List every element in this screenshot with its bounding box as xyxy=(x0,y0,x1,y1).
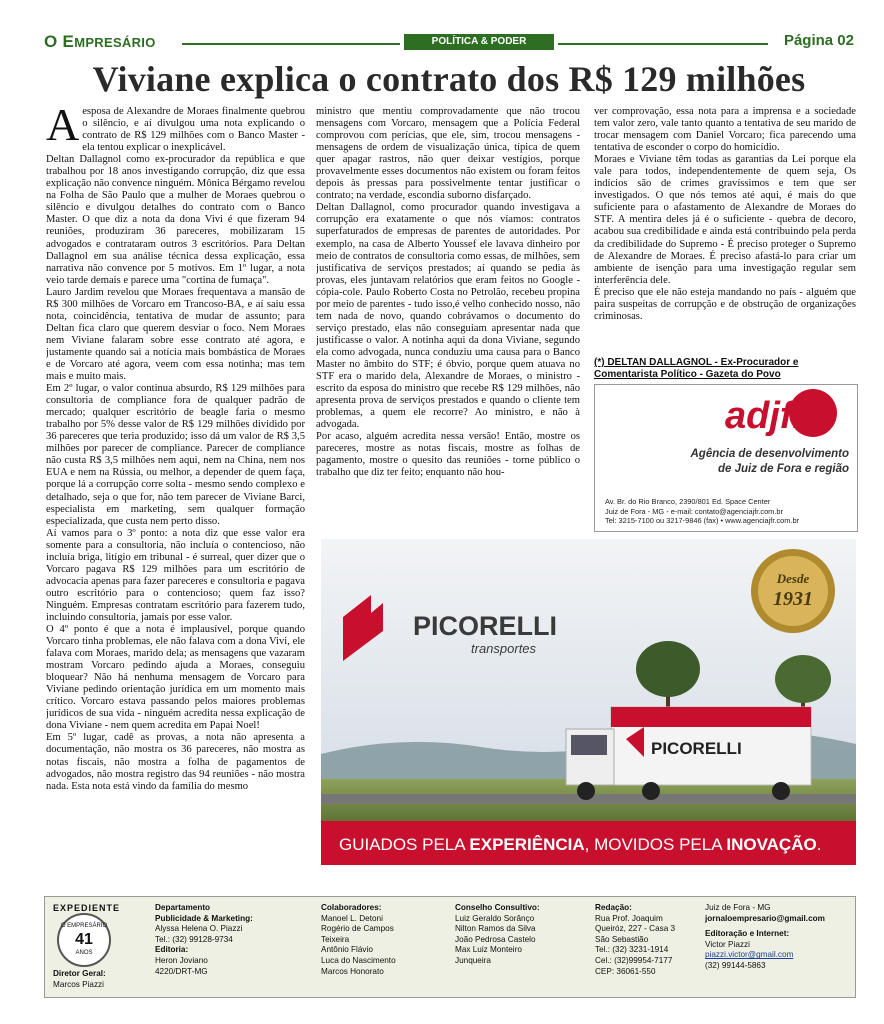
paragraph: Aí vamos para o 3º ponto: a nota diz que esse valor era somente para a consultoria, não incluía o contencioso, não incluía briga, litígio em tribunal - é surreal, quer dizer que o Vorcaro pagava R$ 129 milhões para um escritório de advocacia apenas para fazer pareceres e consultoria e pagava outro escritório para o contencioso; quem faz isso? Ninguém. Empresas contratam escritório para fazerem tudo, incluindo consultoria, jamais por esse valor. xyxy=(46,527,305,623)
headline: Viviane explica o contrato dos R$ 129 milhões xyxy=(92,59,806,99)
truck-brand: PICORELLI xyxy=(651,739,742,758)
paragraph: O 4º ponto é que a nota é implausível, porque quando Vorcaro tinha problemas, ele não falava com a dona Vivi, ele falava com Moraes, marido dela; as mensagens que vazaram mostram Vorcaro pedindo ajuda a Moraes, conseguiu bloquear? Não há nenhuma mensagem de Vorcaro para Viviane pedindo orientação jurídica em um momento mais crítico. Vorcaro estava passando pelos maiores problemas jurídicos de sua vida - ninguém acredita nessa explicação de dona Viviane - nem quem acredita em Papai Noel! xyxy=(46,624,305,732)
conselho: Conselho Consultivo: Luiz Geraldo Sorânço Nilton Ramos da Silva João Pedrosa Castelo Max Luiz Monteiro Junqueira xyxy=(455,903,540,965)
svg-text:Desde: Desde xyxy=(776,571,810,586)
colaboradores: Colaboradores: Manoel L. Detoni Rogério de Campos Teixeira Antônio Flávio Luca do Nascimento Marcos Honorato xyxy=(321,903,396,976)
picorelli-slogan: GUIADOS PELA EXPERIÊNCIA, MOVIDOS PELA INOVAÇÃO. xyxy=(339,835,822,854)
page-header xyxy=(44,30,854,56)
paragraph: Em 2º lugar, o valor continua absurdo, R$ 129 milhões para consultoria de compliance fora de qualquer padrão de mercado; qualquer escritório de beagle faria o mesmo trabalho por 5% desse valor de R$ 129 milhões dividido por 36 pareceres que teria produzido; isso dá um valor de R$ 3,5 milhões por parecer de compliance. Parecer de compliance não custa R$ 3,5 milhões nem aqui, nem na China, nem nos EUA e nem na Rússia, ou melhor, a depender de quem faça, porque lá a corrupção corre solta - mesmo sendo complexo e detalhado, seja o que for, não tem parecer de Viviane Barci, especialista em marketing, sem qualquer formação especializada, que custa nem perto disso. xyxy=(46,383,305,527)
dept-marketing: Departamento Publicidade & Marketing: Alyssa Helena O. Piazzi Tel.: (32) 99128-9734 Editoria: Heron Joviano 4220/DRT-MG xyxy=(155,903,253,976)
article-column-3 xyxy=(594,106,856,356)
expediente-title: EXPEDIENTE xyxy=(53,903,121,913)
svg-text:1931: 1931 xyxy=(773,588,813,610)
paragraph: ministro que mentiu comprovadamente que não trocou mensagens com Vorcaro, mensagem que a Polícia Federal comprovou com perícias, que ele, sim, trocou mensagens - mensagens de ordem de visualização única, típica de quem quer apagar rastros, não quer deixar vestígios, porque provavelmente esses documentos não existem ou foram feitos depois às pressas para possivelmente tentar justificar o contrato; na verdade, escondia suborno disfarçado. xyxy=(316,106,580,202)
paragraph: Em 5º lugar, cadê as provas, a nota não apresenta a documentação, não mostra os 36 pareceres, não mostra as notas fiscais, não mostra a folha de pagamentos de advogados, não mostra registro das 94 reuniões - não mostra nada. Esta nota está vindo da família do mesmo xyxy=(46,732,305,792)
drop-cap: A xyxy=(46,106,80,150)
paragraph: ver comprovação, essa nota para a imprensa e a sociedade tem valor zero, vale tanto quanto a tentativa de seu marido de trocar mensagem com Daniel Vorcaro; fica parecendo uma tentativa de esconder o corpo do homicídio. xyxy=(594,106,856,154)
paragraph: esposa de Alexandre de Moraes finalmente quebrou o silêncio, e aí divulgou uma nota explicando o contrato de R$ 129 milhões com o Banco Master - ela tentou explicar o inexplicável. xyxy=(82,106,305,154)
adjfr-ad[interactable] xyxy=(594,384,858,532)
paragraph: Deltan Dallagnol como ex-procurador da república e que trabalhou por 18 anos investigando corrupção, diz que essa explicação não convence ninguém. Mônica Bérgamo revelou na Folha de São Paulo que a mulher de Moraes quebrou o silêncio e divulgou detalhes do contrato com o Banco Master. O que diz a nota da dona Vivi é que fizeram 94 reuniões, produziram 36 pareceres, mobilizaram 15 advogados e contrataram outros 3 escritórios. Para Deltan Dallagnol em sua análise técnica dessa explicação, essa narrativa não convence por 5 motivos. Em 1º lugar, a nota veio tarde demais e parece uma "cortina de fumaça". xyxy=(46,154,305,286)
adjfr-logo: adjfr xyxy=(725,395,808,437)
contato: Juiz de Fora - MG jornaloempresario@gmail.com Editoração e Internet: Victor Piazzi piazzi.victor@gmail.com (32) 99144-5863 xyxy=(705,903,825,970)
paragraph: Deltan Dallagnol, como procurador quando investigava a corrupção era exatamente o que nós víamos: contratos superfaturados de empresas de parentes de autoridades. Por exemplo, na casa de Alberto Youssef ele lavava dinheiro por meio de contratos de consultoria como essas, de milhões, sem justificativa de serviços prestados; aí quando se pedia às provas, eles juntavam relatórios que eram feitos no Google - cópia-cole. Paulo Roberto Costa no Petrolão, recebeu propina por meio de parentes - tudo isso,é velho conhecido nosso, não tem nada de novo, quando cobrávamos o documento do serviço prestado, elas não conseguiam apresentar nada que justificasse o valor. A notinha aqui da dona Viviane, segundo ela como advogada, nunca conduziu uma causa para o Banco Master no âmbito do STF; é óbvio, porque quem atuava no STF era o marido dela, Alexandre de Moraes, o ministro - escrito da esposa do ministro que recebe R$ 129 milhões, não apresenta prova de serviços prestados e quando o cliente tem problemas, a quem ele recorre? Ao ministro, e não à advogada. xyxy=(316,202,580,431)
paragraph: Por acaso, alguém acredita nessa versão! Então, mostre os pareceres, mostre as notas fiscais, mostre as folhas de pagamento, mostre o quesito das reuniões - torne público o trabalho que diz ter feito; enquanto não hou- xyxy=(316,431,580,479)
paragraph: Moraes e Viviane têm todas as garantias da Lei porque ela vale para todos, independentemente de quem seja, Os indícios são de crimes gravíssimos e tem que ser investigados. O que nós temos até aqui, é mais do que suficiente para o afastamento de Alexandre de Moraes do STF. A mentira deles já é o suficiente - quebra de decoro, acabou sua credibilidade e ainda está contribuindo pela perda da credibilidade do Supremo - É preciso proteger o Supremo de Alexandre de Moraes. É preciso afastá-lo para criar um ambiente de isenção para uma investigação regular sem interferência dele. xyxy=(594,154,856,286)
diretor: Diretor Geral: Marcos Piazzi xyxy=(53,969,106,989)
adjfr-address: Av. Br. do Rio Branco, 2390/801 Ed. Space Center Juiz de Fora - MG - e-mail: contato@agenciajfr.com.br Tel: 3215-7100 ou 3217-9846 (fax) • www.agenciajfr.com.br xyxy=(605,497,800,525)
picorelli-sub: transportes xyxy=(471,641,537,656)
expediente-box xyxy=(44,896,856,998)
adjfr-tagline: Agência de desenvolvimento de Juiz de Fora e região xyxy=(690,448,849,475)
page-number: Página 02 xyxy=(783,32,854,49)
masthead-brand: O EMPRESÁRIO xyxy=(44,32,156,51)
author-signature: (*) DELTAN DALLAGNOL - Ex-Procurador e Comentarista Político - Gazeta do Povo xyxy=(594,357,799,380)
editor-email-link[interactable]: piazzi.victor@gmail.com xyxy=(705,950,794,960)
since-seal xyxy=(751,549,835,633)
header-rule-right xyxy=(558,43,768,45)
picorelli-brand: PICORELLI xyxy=(413,611,558,641)
article-column-1 xyxy=(46,106,305,856)
paragraph: É preciso que ele não esteja mandando no país - alguém que paira suspeitas de corrupção e de obstrução de organizações criminosas. xyxy=(594,286,856,322)
article-column-2 xyxy=(316,106,580,530)
picorelli-ad-artwork xyxy=(321,539,856,865)
header-rule-left xyxy=(182,43,400,45)
section-tag: POLÍTICA & PODER xyxy=(404,34,554,50)
email-link[interactable]: jornaloempresario@gmail.com xyxy=(705,913,825,923)
picorelli-ad[interactable] xyxy=(321,539,856,865)
paragraph: Lauro Jardim revelou que Moraes frequentava a mansão de R$ 300 milhões de Vorcaro em Trancoso-BA, e aí saiu essa nota, coincidência, tentativa de mudar de assunto; para Deltan fica claro que querem desviar o foco. Nem Moraes nem Viviane falaram sobre esse contrato até agora, e justamente quando sai a notícia mais bombástica de Moraes e de Vorcaro até agora, veem com essa notinha; mas tem mais e muito mais. xyxy=(46,286,305,383)
anniversary-seal: O EMPRESÁRIO 41 ANOS xyxy=(57,913,111,967)
redacao: Redação: Rua Prof. Joaquim Queiróz, 227 - Casa 3 São Sebastião Tel.: (32) 3231-1914 Cel.: (32)99954-7177 CEP: 36061-550 xyxy=(595,903,676,976)
